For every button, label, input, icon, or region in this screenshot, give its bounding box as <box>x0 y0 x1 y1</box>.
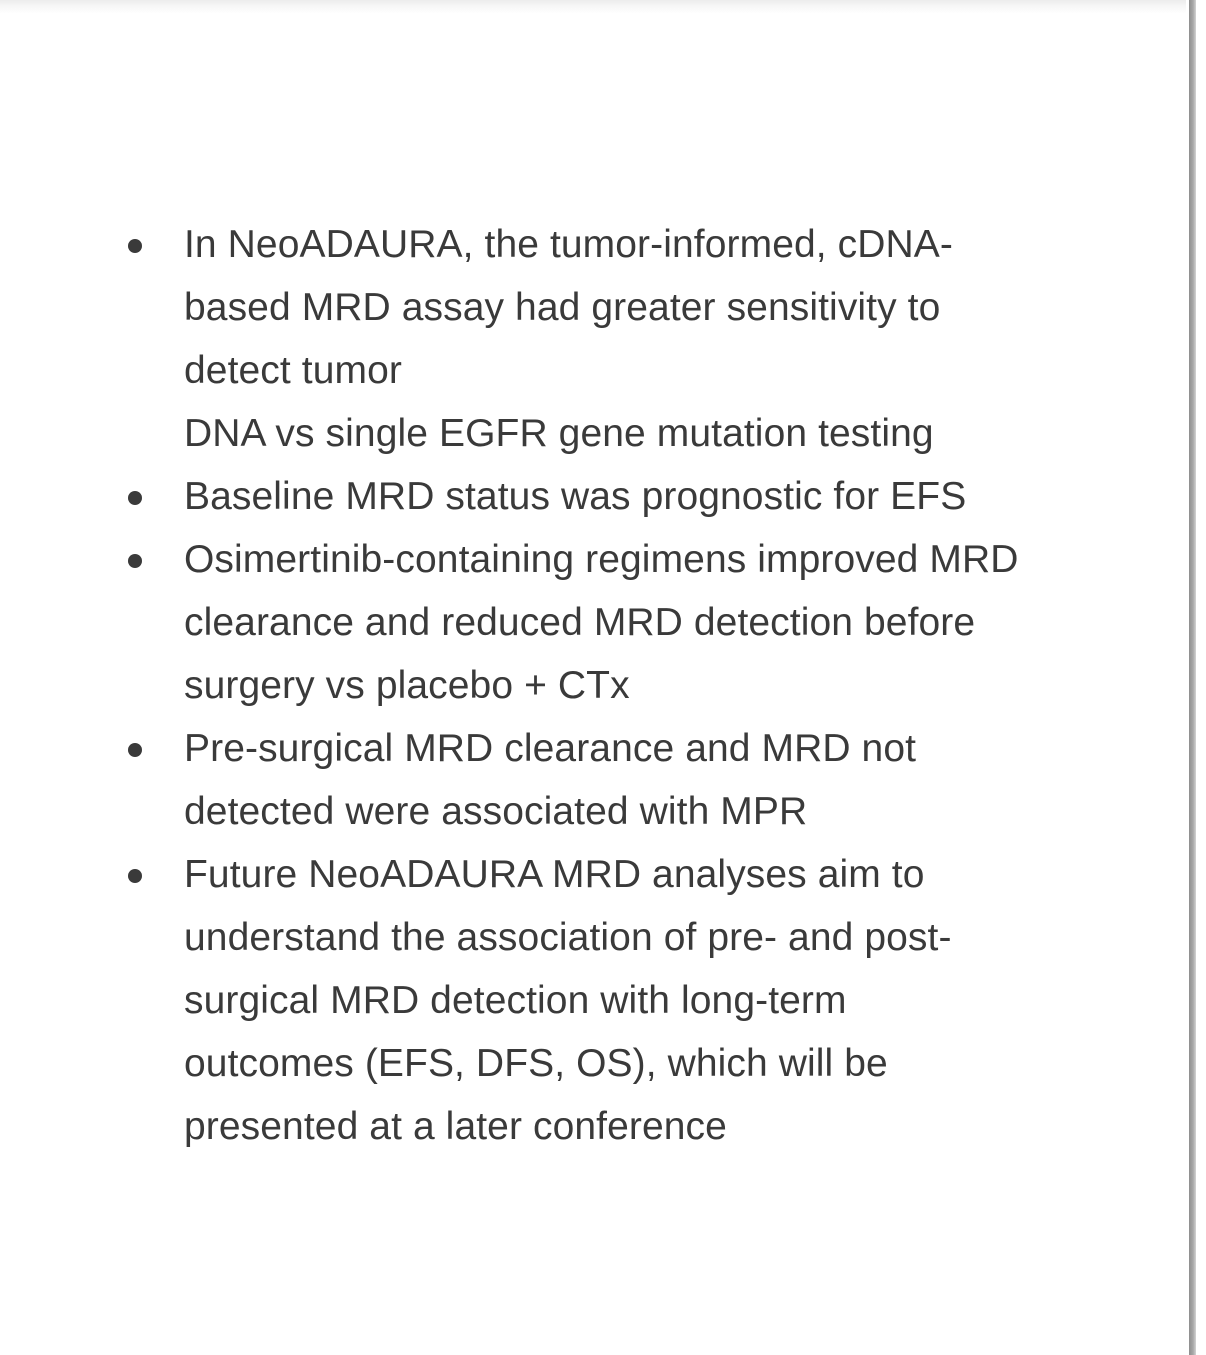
bullet-line: detect tumor <box>184 349 402 392</box>
bullet-item <box>0 717 1186 843</box>
bullet-item <box>0 465 1186 528</box>
bullet-line: presented at a later conference <box>184 1105 727 1148</box>
bullet-line: Osimertinib-containing regimens improved MRD <box>184 538 1019 581</box>
bullet-line: DNA vs single EGFR gene mutation testing <box>184 412 934 455</box>
summary-bullet-list <box>0 213 1186 1158</box>
bullet-dot-icon <box>128 554 142 568</box>
bullet-line: surgical MRD detection with long-term <box>184 979 847 1022</box>
bullet-item <box>0 213 1186 465</box>
bullet-line: Baseline MRD status was prognostic for EFS <box>184 475 967 518</box>
bullet-dot-icon <box>128 239 142 253</box>
scrollbar-track[interactable] <box>1186 0 1206 1355</box>
bullet-item <box>0 528 1186 717</box>
bullet-line: detected were associated with MPR <box>184 790 808 833</box>
scrollbar-thumb[interactable] <box>1189 0 1196 1355</box>
bullet-line: outcomes (EFS, DFS, OS), which will be <box>184 1042 888 1085</box>
bullet-dot-icon <box>128 869 142 883</box>
bullet-line: Future NeoADAURA MRD analyses aim to <box>184 853 925 896</box>
bullet-line: clearance and reduced MRD detection before <box>184 601 976 644</box>
top-shadow <box>0 0 1186 14</box>
bullet-line: In NeoADAURA, the tumor-informed, cDNA- <box>184 223 953 266</box>
bullet-line: based MRD assay had greater sensitivity to <box>184 286 941 329</box>
bullet-item <box>0 843 1186 1158</box>
bullet-line: Pre-surgical MRD clearance and MRD not <box>184 727 917 770</box>
bullet-line: surgery vs placebo + CTx <box>184 664 630 707</box>
bullet-dot-icon <box>128 491 142 505</box>
bullet-line: understand the association of pre- and post- <box>184 916 952 959</box>
bullet-dot-icon <box>128 743 142 757</box>
